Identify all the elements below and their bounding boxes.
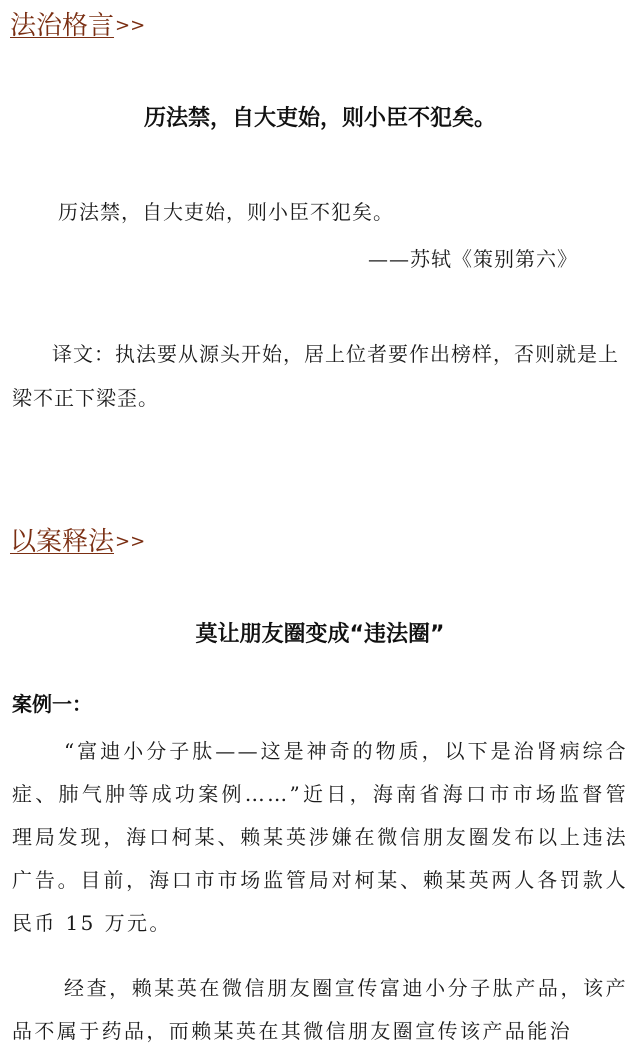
chevron-right-icon: >> <box>115 531 146 552</box>
chevron-right-icon: >> <box>115 15 146 36</box>
case-article-title: 莫让朋友圈变成“违法圈” <box>195 622 445 647</box>
maxim-attribution: ——苏轼《策别第六》 <box>368 247 578 271</box>
section-heading-text: 法治格言 <box>10 11 115 41</box>
maxim-translation: 译文：执法要从源头开始，居上位者要作出榜样，否则就是上梁不正下梁歪。 <box>12 342 619 410</box>
maxim-quote: 历法禁，自大吏始，则小臣不犯矣。 <box>58 200 394 224</box>
case-label: 案例一： <box>12 692 92 716</box>
maxim-title: 历法禁，自大吏始，则小臣不犯矣。 <box>143 106 496 131</box>
section-heading-maxims <box>10 10 145 42</box>
section-heading-text: 以案释法 <box>10 527 115 557</box>
case-paragraph-2: 经查，赖某英在微信朋友圈宣传富迪小分子肽产品，该产品不属于药品，而赖某英在其微信朋友圈宣传该产品能治 <box>12 976 628 1043</box>
section-heading-cases <box>10 526 145 558</box>
case-paragraph-1: “富迪小分子肽——这是神奇的物质，以下是治肾病综合症、肺气肿等成功案例……”近日，海南省海口市市场监督管理局发现，海口柯某、赖某英涉嫌在微信朋友圈发布以上违法广告。目前，海口市市场监管局对柯某、赖某英两人各罚款人民币 15 万元。 <box>12 739 628 935</box>
